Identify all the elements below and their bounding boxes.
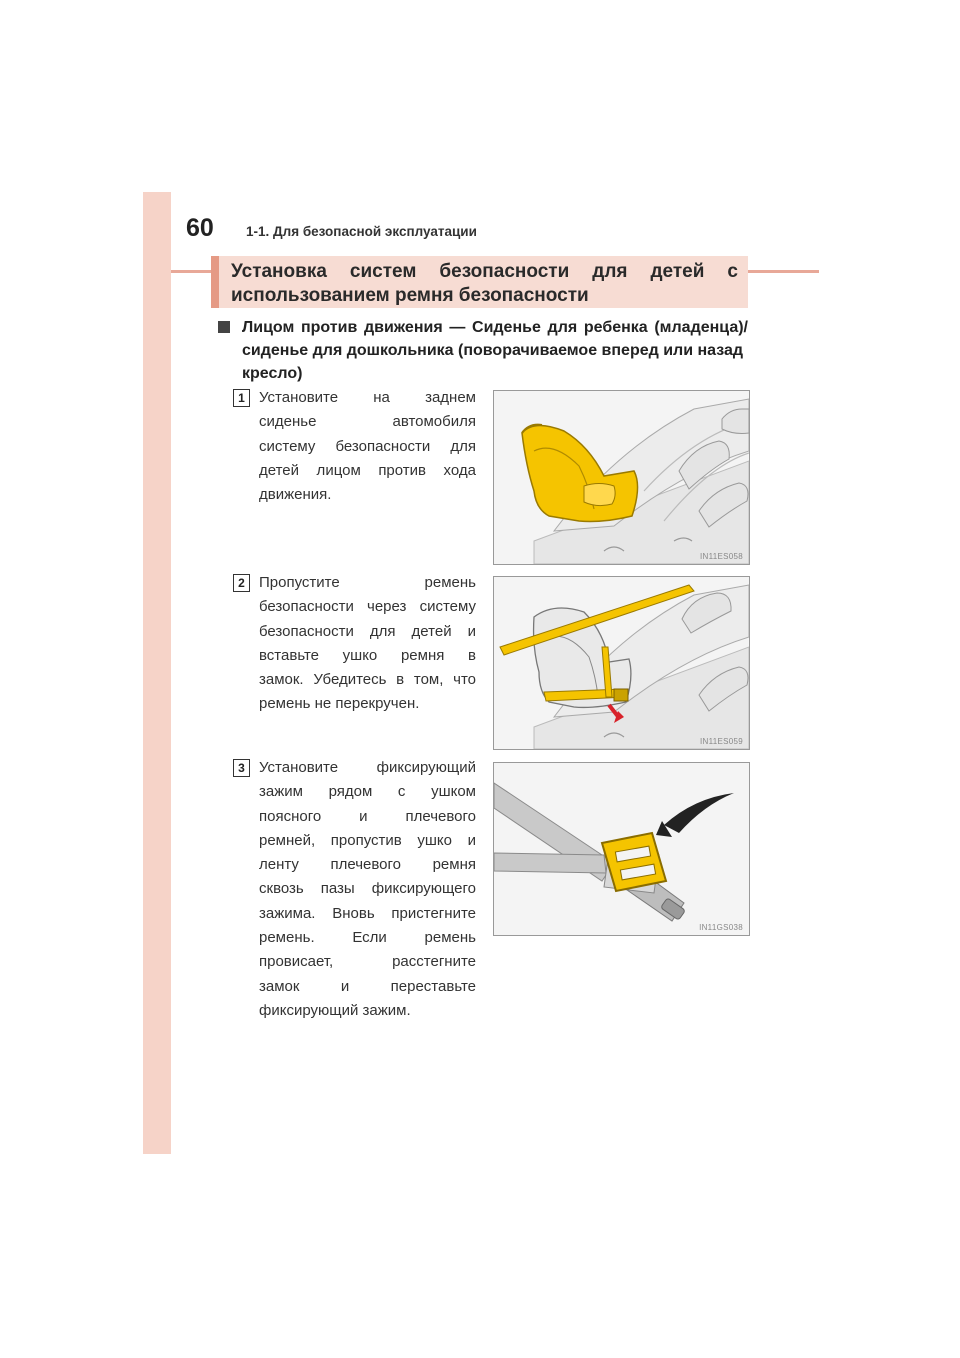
step-3-line: ремень. Если ремень (259, 929, 476, 947)
step-3-line: поясного и плечевого (259, 807, 476, 825)
subsection-heading-line-2: сиденье для дошкольника (поворачиваемое вперед или назад (242, 342, 744, 359)
step-3-line: зажима. Вновь пристегните (259, 904, 476, 922)
side-tab-band (143, 192, 171, 1154)
step-3-line: замок и переставьте (259, 977, 476, 995)
step-1-line: детей лицом против хода (259, 461, 476, 479)
bullet-square-icon (218, 321, 230, 333)
figure-belt-routed-through-child-seat (493, 576, 750, 750)
step-3-line: фиксирующий зажим. (259, 1001, 411, 1019)
step-3-line: сквозь пазы фиксирующего (259, 880, 476, 898)
running-title: 1-1. Для безопасной эксплуатации (246, 224, 477, 239)
step-2-line: Пропустите ремень (259, 574, 476, 591)
figure-code: IN11ES059 (699, 737, 743, 746)
section-title-line-2: использованием ремня безопасности (231, 285, 589, 306)
subsection-heading-line-1: Лицом против движения — Сиденье для ребенка (младенца)/ (242, 319, 748, 336)
step-2-line: замок. Убедитесь в том, что (259, 671, 476, 689)
step-3-line: ремней, пропустив ушко и (259, 831, 476, 849)
step-2-line: вставьте ушко ремня в (259, 646, 476, 664)
step-3-line: Установите фиксирующий (259, 759, 476, 776)
step-number-badge: 2 (233, 574, 250, 592)
step-number-badge: 3 (233, 759, 250, 777)
step-3-line: зажим рядом с ушком (259, 783, 476, 801)
section-title-line-1: Установка систем безопасности для детей с (231, 261, 738, 282)
page-number: 60 (186, 214, 214, 242)
figure-locking-clip (493, 762, 750, 936)
figure-code: IN11GS038 (699, 923, 743, 932)
step-2-line: безопасности для детей и (259, 622, 476, 640)
step-1-text (259, 386, 476, 507)
figure-child-seat-on-rear-seat (493, 390, 750, 565)
step-3-line: ленту плечевого ремня (259, 856, 476, 874)
step-1-line: движения. (259, 486, 332, 504)
step-3-line: провисает, расстегните (259, 953, 476, 971)
step-2-line: безопасности через систему (259, 598, 476, 616)
step-1-line: Установите на заднем (259, 389, 476, 406)
figure-code: IN11ES058 (699, 552, 743, 561)
step-2-text (259, 571, 476, 717)
subsection-heading (218, 316, 748, 385)
step-1-line: систему безопасности для (259, 437, 476, 455)
step-3-text (259, 756, 476, 1023)
step-1-line: сиденье автомобиля (259, 413, 476, 431)
subsection-heading-line-3: кресло) (242, 365, 303, 382)
step-2-line: ремень не перекручен. (259, 695, 420, 713)
section-title (211, 256, 748, 308)
step-number-badge: 1 (233, 389, 250, 407)
